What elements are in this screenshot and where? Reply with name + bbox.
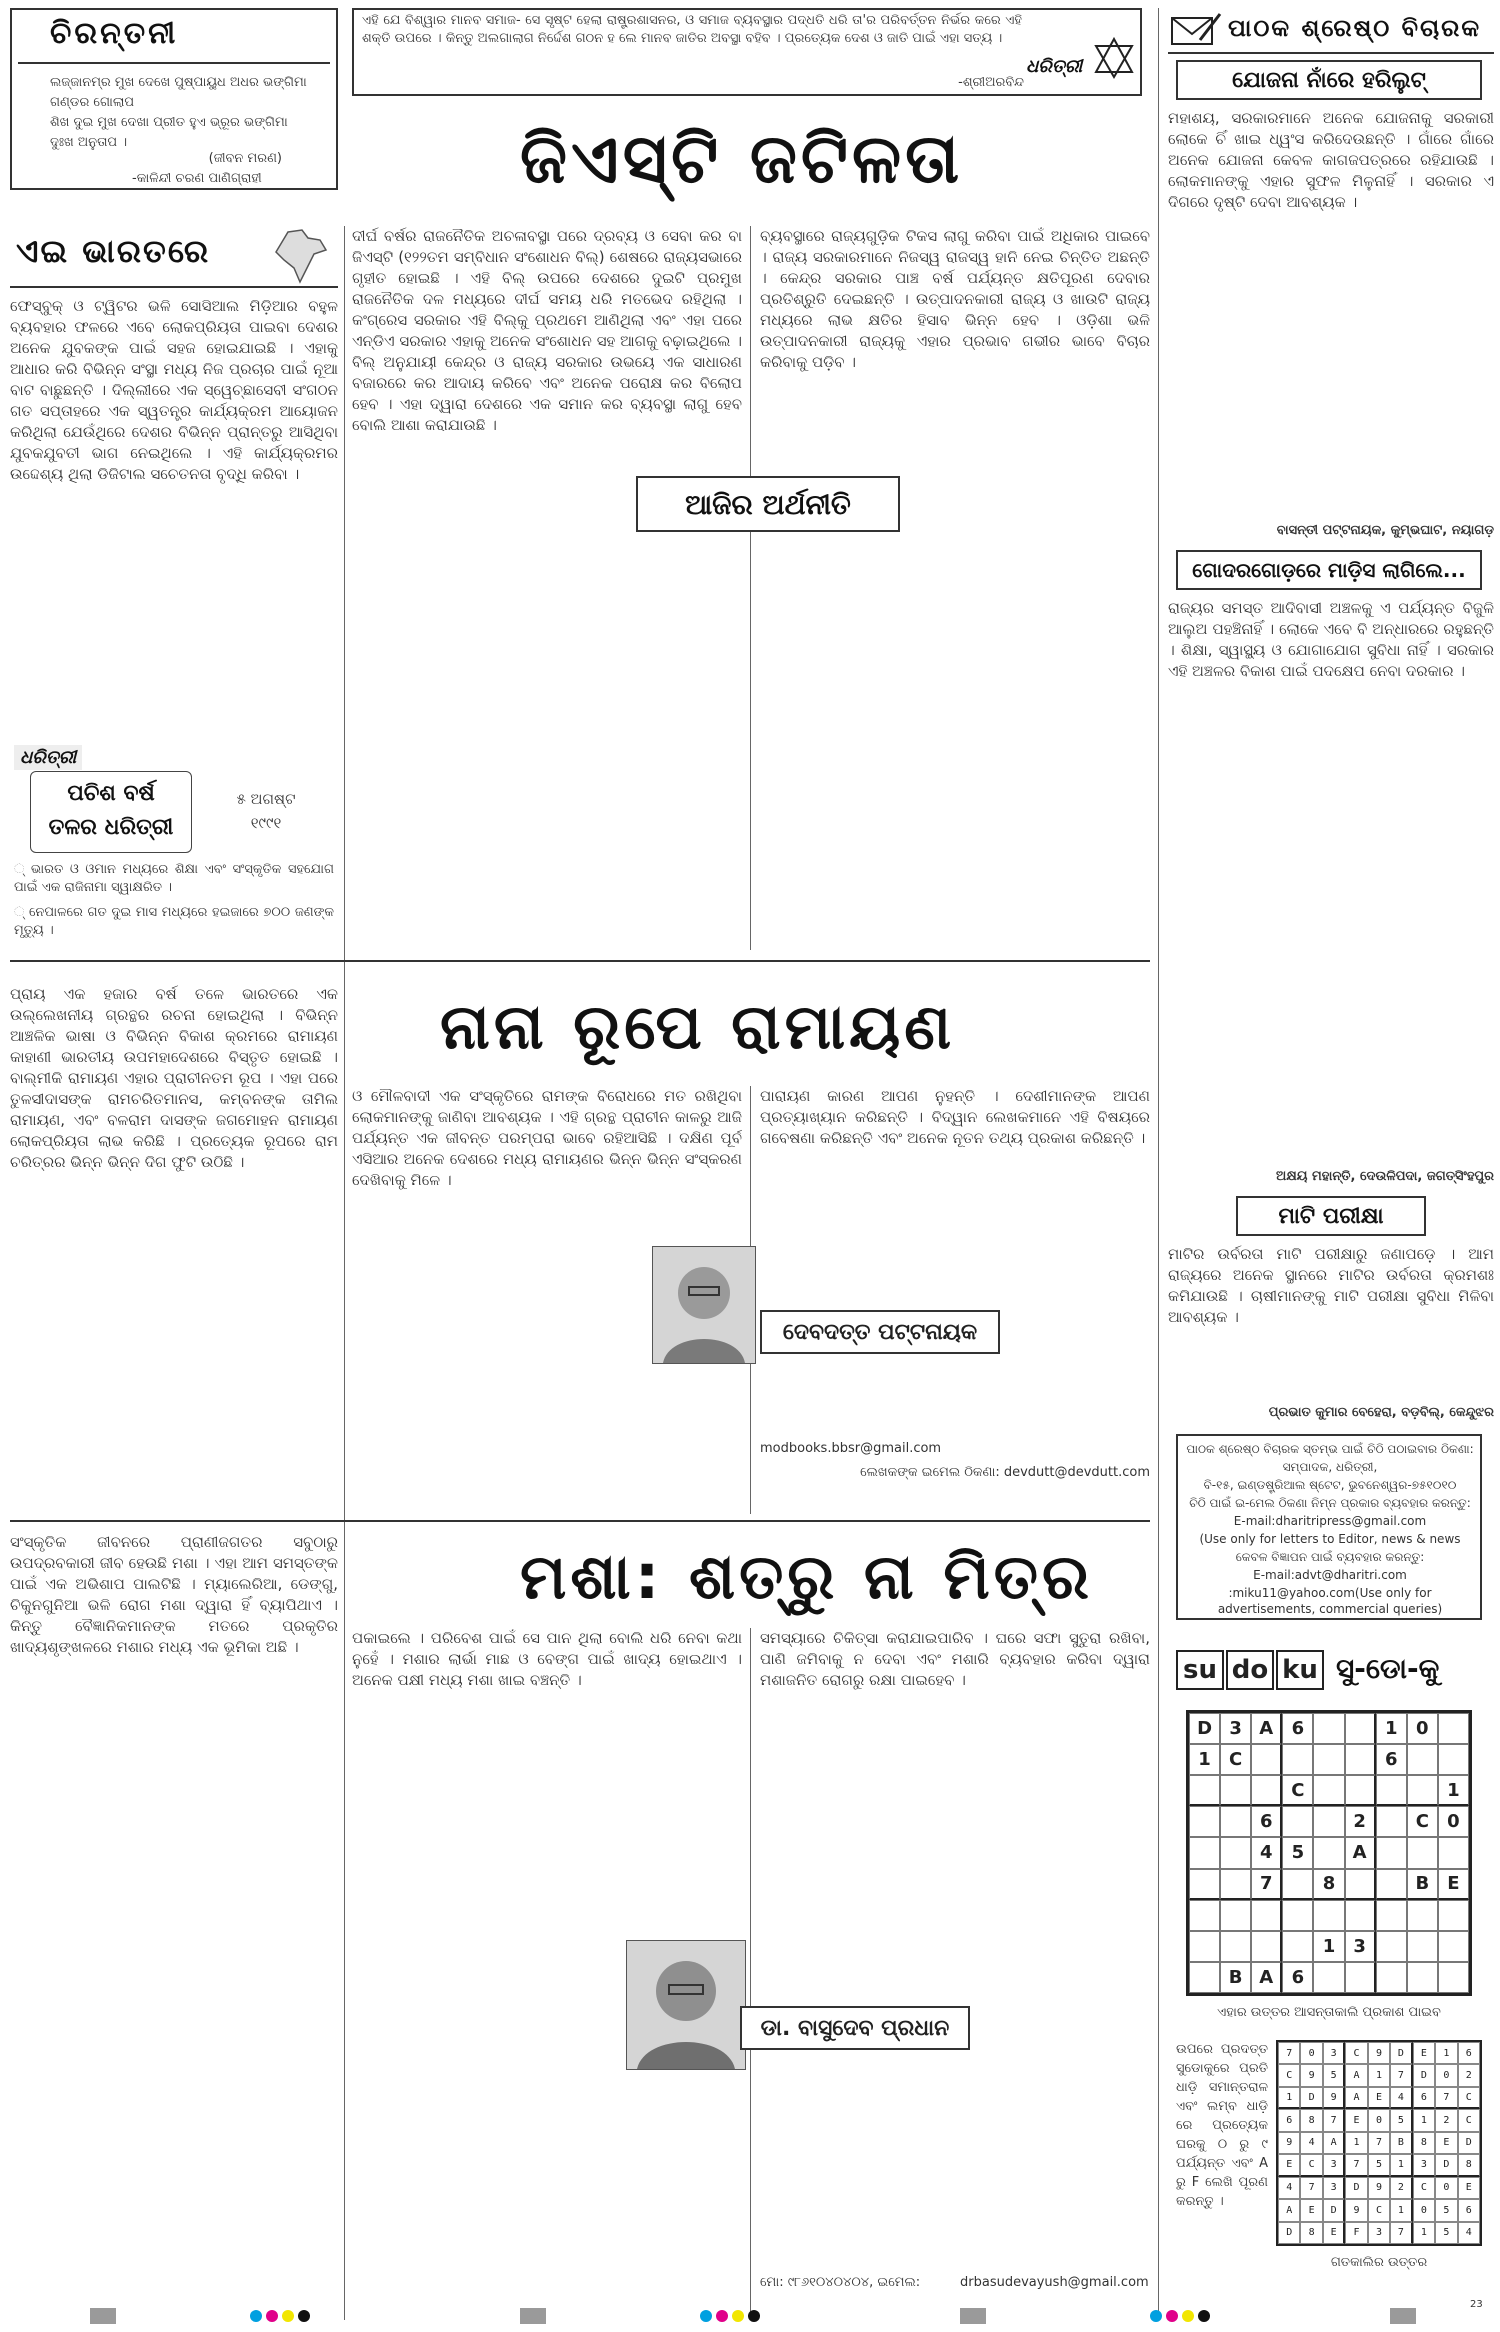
contact-box xyxy=(1176,1434,1482,1620)
registration-dot xyxy=(732,2310,744,2322)
registration-dot xyxy=(266,2310,278,2322)
sudoku-cell[interactable]: 6 xyxy=(1282,1713,1313,1744)
contact-line[interactable]: E-mail:advt@dharitri.com xyxy=(1253,1568,1407,1582)
sudoku-cell[interactable] xyxy=(1282,1744,1313,1775)
sudoku-cell[interactable] xyxy=(1313,1837,1344,1868)
registration-dot xyxy=(1150,2310,1162,2322)
sudoku-cell[interactable] xyxy=(1282,1931,1313,1962)
sudoku-prev-cell: 7 xyxy=(1435,2087,1457,2109)
sudoku-cell[interactable] xyxy=(1189,1869,1220,1900)
sudoku-cell[interactable] xyxy=(1313,1900,1344,1931)
sudoku-odia-title: ସୁ-ଡୋ-କୁ xyxy=(1336,1652,1440,1685)
sudoku-prev-cell: C xyxy=(1278,2064,1300,2086)
sudoku-prev-cell: C xyxy=(1368,2199,1390,2221)
envelope-pen-icon xyxy=(1170,12,1222,46)
sudoku-prev-cell: 6 xyxy=(1278,2109,1300,2131)
sudoku-prev-cell: 1 xyxy=(1278,2087,1300,2109)
sudoku-cell[interactable]: 2 xyxy=(1345,1806,1376,1837)
portrait-icon xyxy=(653,1247,755,1363)
portrait-icon xyxy=(627,1941,745,2069)
pachisha-date: ୫ ଅଗଷ୍ଟ xyxy=(236,790,296,808)
sudoku-prev-cell: 9 xyxy=(1323,2087,1345,2109)
contact-line: ସମ୍ପାଦକ, ଧରିତ୍ରୀ, xyxy=(1282,1460,1378,1474)
sudoku-cell[interactable]: 3 xyxy=(1220,1713,1251,1744)
left-rule xyxy=(344,226,345,2320)
sudoku-cell[interactable]: A xyxy=(1251,1713,1282,1744)
sudoku-prev-cell: 7 xyxy=(1368,2132,1390,2154)
sudoku-prev-cell: A xyxy=(1323,2132,1345,2154)
letter-signature: ବାସନ୍ତୀ ପଟ୍ଟନାୟକ, କୁମ୍ଭଘାଟ, ନୟାଗଡ଼ xyxy=(1276,523,1494,538)
letters-header xyxy=(1168,6,1494,54)
sudoku-prev-cell: E xyxy=(1323,2222,1345,2244)
ei-bharatare-title: ଏଇ ଭାରତରେ xyxy=(16,232,211,270)
letter-signature: ପ୍ରଭାତ କୁମାର ବେହେରା, ବଡ଼ବିଲ୍, କେନ୍ଦୁଝର xyxy=(1268,1405,1494,1420)
poem-line: ଗଣ୍ଡର ଗୋଲାପ xyxy=(50,95,135,110)
ramayana-author-name: ଦେବଦତ୍ତ ପଟ୍ଟନାୟକ xyxy=(760,1310,1000,1354)
sudoku-cell[interactable] xyxy=(1189,1931,1220,1962)
sudoku-prev-cell: 9 xyxy=(1345,2199,1367,2221)
sudoku-prev-cell: D xyxy=(1458,2132,1480,2154)
masha-headline: ମଶା: ଶତ୍ରୁ ନା ମିତ୍ର xyxy=(520,1540,1093,1613)
sudoku-cell[interactable] xyxy=(1251,1744,1282,1775)
letter-title-box xyxy=(1176,60,1482,100)
sudoku-prev-cell: C xyxy=(1458,2109,1480,2131)
sudoku-cell[interactable]: 1 xyxy=(1438,1775,1469,1806)
sudoku-prev-cell: D xyxy=(1435,2154,1457,2176)
sudoku-cell[interactable] xyxy=(1220,1806,1251,1837)
poem-line: ଲଜ୍ଜାନମ୍ର ମୁଖ ଦେଖେ ପୁଷ୍ପାୟୁଧ ଅଧର ଭଙ୍ଗିମା xyxy=(50,75,307,90)
letter-title-box xyxy=(1176,550,1482,590)
sudoku-cell[interactable] xyxy=(1407,1900,1438,1931)
sudoku-latin-do: do xyxy=(1226,1650,1274,1690)
quote-box xyxy=(352,8,1142,96)
sudoku-prev-cell: C xyxy=(1345,2042,1367,2064)
registration-dot xyxy=(1182,2310,1194,2322)
contact-line: ପାଠକ ଶ୍ରେଷ୍ଠ ବିଚାରକ ସ୍ତମ୍ଭ ପାଇଁ ଚିଠି ପଠାଇବାର ଠିକଣା: xyxy=(1186,1442,1474,1456)
sudoku-prev-cell: 8 xyxy=(1458,2154,1480,2176)
sudoku-cell[interactable] xyxy=(1282,1806,1313,1837)
sudoku-prev-cell: 1 xyxy=(1345,2132,1367,2154)
sudoku-cell[interactable] xyxy=(1313,1744,1344,1775)
contact-line: (Use only for letters to Editor, news & news xyxy=(1199,1532,1461,1546)
sudoku-prev-cell: 9 xyxy=(1368,2042,1390,2064)
pachisha-title-line2: ତଳର ଧରିତ୍ରୀ xyxy=(48,815,174,840)
sudoku-cell[interactable]: B xyxy=(1407,1869,1438,1900)
registration-dot xyxy=(716,2310,728,2322)
sudoku-prev-cell: 0 xyxy=(1300,2042,1322,2064)
pachisha-barsha-box xyxy=(10,745,338,895)
sudoku-cell[interactable] xyxy=(1313,1962,1344,1993)
sudoku-prev-cell: A xyxy=(1345,2064,1367,2086)
sudoku-prev-cell: B xyxy=(1390,2132,1412,2154)
sudoku-cell[interactable] xyxy=(1251,1931,1282,1962)
ramayana-col3: ପାରାୟଣ କାରଣ ଆପଣ ନୁହନ୍ତି । ଦେଶୀମାନଙ୍କ ଆପଣ ପ୍ରତ୍ୟାଖ୍ୟାନ କରିଛନ୍ତି । ବିଦ୍ୱାନ ଲେଖକମାନେ ଏହି ବିଷୟରେ ଗବେଷଣା କରିଛନ୍ତି ଏବଂ ଅନେକ ନୂତନ ତଥ୍ୟ ପ୍ରକାଶ କରିଛନ୍ତି । xyxy=(760,1087,1150,1147)
poem-title: ଚିରନ୍ତନୀ xyxy=(50,16,179,51)
sudoku-prev-cell: E xyxy=(1435,2132,1457,2154)
sudoku-cell[interactable] xyxy=(1220,1931,1251,1962)
sudoku-prev-cell: C xyxy=(1300,2154,1322,2176)
sudoku-cell[interactable]: C xyxy=(1220,1744,1251,1775)
sudoku-cell[interactable]: 5 xyxy=(1282,1837,1313,1868)
sudoku-cell[interactable]: 0 xyxy=(1407,1713,1438,1744)
ramayana-author-photo xyxy=(652,1246,756,1364)
sudoku-cell[interactable] xyxy=(1251,1900,1282,1931)
registration-dot xyxy=(748,2310,760,2322)
right-rule xyxy=(1158,8,1159,2320)
sudoku-prev-cell: 7 xyxy=(1278,2042,1300,2064)
sudoku-cell[interactable] xyxy=(1438,1837,1469,1868)
sudoku-prev-cell: 9 xyxy=(1368,2177,1390,2199)
dharitri-logo-text: ଧରିତ୍ରୀ xyxy=(1026,56,1083,77)
sudoku-prev-cell: 8 xyxy=(1413,2132,1435,2154)
pachisha-logo: ଧରିତ୍ରୀ xyxy=(14,745,82,770)
registration-dot xyxy=(298,2310,310,2322)
sudoku-cell[interactable] xyxy=(1407,1837,1438,1868)
sudoku-cell[interactable]: 6 xyxy=(1282,1962,1313,1993)
letter-signature: ଅକ୍ଷୟ ମହାନ୍ତି, ଦେଉଳିପଦା, ଜଗତ୍‌ସିଂହପୁର xyxy=(1276,1169,1494,1184)
sudoku-prev-label: ଗତକାଲିର ଉତ୍ତର xyxy=(1330,2255,1428,2270)
ramayana-col1: ପ୍ରାୟ ଏକ ହଜାର ବର୍ଷ ତଳେ ଭାରତରେ ଏକ ଉଲ୍ଲେଖନୀୟ ଗ୍ରନ୍ଥର ରଚନା ହୋଇଥିଲା । ବିଭିନ୍ନ ଆଞ୍ଚଳିକ ଭାଷା ଓ ବିଭିନ୍ନ ବିକାଶ କ୍ରମରେ ରାମାୟଣ କାହାଣୀ ଭାରତୀୟ ଉପମହାଦେଶରେ ବିସ୍ତୃତ ହୋଇଛି । ବାଲ୍ମୀକି ରାମାୟଣ ଏହାର ପ୍ରାଚୀନତମ ରୂପ । ଏହା ପରେ ତୁଳସୀଦାସଙ୍କ ରାମଚରିତମାନସ, କମ୍ବନଙ୍କ ତାମିଲ ରାମାୟଣ, ଏବଂ ବଳରାମ ଦାସଙ୍କ ଜଗମୋହନ ରାମାୟଣ ଲୋକପ୍ରିୟତା ଲାଭ କରିଛି । ପ୍ରତ୍ୟେକ ରୂପରେ ରାମ ଚରିତ୍ରର ଭିନ୍ନ ଭିନ୍ନ ଦିଗ ଫୁଟି ଉଠିଛି । xyxy=(10,985,338,1171)
sudoku-prev-cell: 1 xyxy=(1435,2042,1457,2064)
sudoku-cell[interactable] xyxy=(1313,1806,1344,1837)
masha-email: drbasudevayush@gmail.com xyxy=(960,2275,1149,2290)
sudoku-cell[interactable] xyxy=(1407,1775,1438,1806)
sudoku-prev-cell: D xyxy=(1300,2087,1322,2109)
letter-text: ମାଟିର ଉର୍ବରତା ମାଟି ପରୀକ୍ଷାରୁ ଜଣାପଡ଼େ । ଆମ ରାଜ୍ୟରେ ଅନେକ ସ୍ଥାନରେ ମାଟିର ଉର୍ବରତା କ୍ରମଶଃ କମିଯାଉଛି । ଚାଷୀମାନଙ୍କୁ ମାଟି ପରୀକ୍ଷା ସୁବିଧା ମିଳିବା ଆବଶ୍ୟକ । xyxy=(1168,1245,1494,1326)
registration-dot xyxy=(700,2310,712,2322)
sudoku-prev-cell: E xyxy=(1368,2087,1390,2109)
quote-author: -ଶ୍ରୀଅରବିନ୍ଦ xyxy=(958,75,1024,90)
sudoku-cell[interactable] xyxy=(1345,1869,1376,1900)
masha-col3: ସମସ୍ୟାରେ ଚିକିତ୍ସା କରାଯାଇପାରିବ । ଘରେ ସଫା ସୁତୁରା ରଖିବା, ପାଣି ଜମିବାକୁ ନ ଦେବା ଏବଂ ମଶାରି ବ୍ୟବହାର କରିବା ଦ୍ୱାରା ମଶାଜନିତ ରୋଗରୁ ରକ୍ଷା ପାଇହେବ । xyxy=(760,1629,1150,1689)
sudoku-cell[interactable] xyxy=(1407,1744,1438,1775)
sudoku-cell[interactable] xyxy=(1189,1806,1220,1837)
sudoku-prev-cell: D xyxy=(1278,2222,1300,2244)
registration-dot xyxy=(1166,2310,1178,2322)
sudoku-prev-cell: 1 xyxy=(1413,2222,1435,2244)
sudoku-cell[interactable]: 1 xyxy=(1189,1744,1220,1775)
india-map-icon xyxy=(268,228,332,284)
poem-source: (ଜୀବନ ମରଣ) xyxy=(208,151,282,166)
sudoku-cell[interactable] xyxy=(1345,1900,1376,1931)
pachisha-title-line1: ପଚିଶ ବର୍ଷ xyxy=(67,781,155,806)
sudoku-cell[interactable] xyxy=(1376,1806,1407,1837)
sudoku-cell[interactable]: 3 xyxy=(1345,1931,1376,1962)
sudoku-prev-cell: F xyxy=(1345,2222,1367,2244)
sudoku-cell[interactable] xyxy=(1345,1744,1376,1775)
sudoku-prev-cell: 0 xyxy=(1368,2109,1390,2131)
sudoku-cell[interactable]: 7 xyxy=(1251,1869,1282,1900)
ramayana-col2: ଓ ମୌଳବାଦୀ ଏକ ସଂସ୍କୃତିରେ ରାମଙ୍କ ବିରୋଧରେ ମତ ରଖିଥିବା ଲୋକମାନଙ୍କୁ ଜାଣିବା ଆବଶ୍ୟକ । ଏହି ଗ୍ରନ୍ଥ ପ୍ରାଚୀନ କାଳରୁ ଆଜି ପର୍ଯ୍ୟନ୍ତ ଏକ ଜୀବନ୍ତ ପରମ୍ପରା ଭାବେ ରହିଆସିଛି । ଦକ୍ଷିଣ ପୂର୍ବ ଏସିଆର ଅନେକ ଦେଶରେ ମଧ୍ୟ ରାମାୟଣର ଭିନ୍ନ ଭିନ୍ନ ସଂସ୍କରଣ ଦେଖିବାକୁ ମିଳେ । xyxy=(352,1087,742,1189)
masha-author-photo xyxy=(626,1940,746,2070)
quote-text: ଏହି ଯେ ବିଶ୍ୱାର ମାନବ ସମାଜ- ସେ ସୃଷ୍ଟ ହେଲା ରାଷ୍ଟ୍ରଶାସନର, ଓ ସମାଜ ବ୍ୟବସ୍ଥାର ପଦ୍ଧତି ଧରି ତା'ର ପରିବର୍ତ୍ତନ ନିର୍ଭର କରେ ଏହି ଶକ୍ତି ଉପରେ । କିନ୍ତୁ ଅଲଗାଲାଗ ନିର୍ଦ୍ଦେଶ ଗଠନ ହ ଲେ ମାନବ ଜାତିର ଅବସ୍ଥା ବହିବ । ପ୍ରତ୍ୟେକ ଦେଶ ଓ ଜାତି ପାଇଁ ଏହା ସତ୍ୟ । xyxy=(362,13,1022,46)
poem-author: -କାଳିନ୍ଦୀ ଚରଣ ପାଣିଗ୍ରାହୀ xyxy=(132,171,262,186)
sudoku-cell[interactable] xyxy=(1376,1900,1407,1931)
sudoku-cell[interactable] xyxy=(1345,1713,1376,1744)
registration-dot xyxy=(1198,2310,1210,2322)
sudoku-cell[interactable]: A xyxy=(1345,1837,1376,1868)
registration-dot xyxy=(282,2310,294,2322)
sudoku-prev-cell: 4 xyxy=(1278,2177,1300,2199)
sudoku-grid xyxy=(1186,1710,1472,1996)
sudoku-cell[interactable] xyxy=(1376,1775,1407,1806)
ajira-arthaniti-label: ଆଜିର ଅର୍ଥନୀତି xyxy=(685,488,851,521)
gst-article-col2: ବ୍ୟବସ୍ଥାରେ ରାଜ୍ୟଗୁଡ଼ିକ ଟିକସ ଲାଗୁ କରିବା ପାଇଁ ଅଧିକାର ପାଇବେ । ରାଜ୍ୟ ସରକାରମାନେ ନିଜସ୍ୱ ରାଜସ୍ୱ ହାନି ନେଇ ଚିନ୍ତିତ ଅଛନ୍ତି । କେନ୍ଦ୍ର ସରକାର ପାଞ୍ଚ ବର୍ଷ ପର୍ଯ୍ୟନ୍ତ କ୍ଷତିପୂରଣ ଦେବାର ପ୍ରତିଶ୍ରୁତି ଦେଇଛନ୍ତି । ଉତ୍ପାଦନକାରୀ ରାଜ୍ୟ ଓ ଖାଉଟି ରାଜ୍ୟ ମଧ୍ୟରେ ଲାଭ କ୍ଷତିର ହିସାବ ଭିନ୍ନ ହେବ । ଓଡ଼ିଶା ଭଳି ଉତ୍ପାଦନକାରୀ ରାଜ୍ୟକୁ ଏହାର ପ୍ରଭାବ ଗଭୀର ଭାବେ ବିଚାର କରିବାକୁ ପଡ଼ିବ । xyxy=(760,227,1150,371)
sudoku-cell[interactable] xyxy=(1376,1962,1407,1993)
sudoku-cell[interactable]: D xyxy=(1189,1713,1220,1744)
sudoku-cell[interactable]: B xyxy=(1220,1962,1251,1993)
poem-box xyxy=(10,8,338,190)
registration-gray-square xyxy=(90,2308,116,2324)
sudoku-cell[interactable] xyxy=(1438,1900,1469,1931)
sudoku-cell[interactable]: 8 xyxy=(1313,1869,1344,1900)
sudoku-prev-cell: 7 xyxy=(1390,2222,1412,2244)
masha-col2: ପକାଇଲେ । ପରିବେଶ ପାଇଁ ସେ ପାନ ଥିଲା ବୋଲି ଧରି ନେବା କଥା ନୁହେଁ । ମଶାର ଲାର୍ଭା ମାଛ ଓ ବେଙ୍ଗ ପାଇଁ ଖାଦ୍ୟ ହୋଇଥାଏ । ଅନେକ ପକ୍ଷୀ ମଧ୍ୟ ମଶା ଖାଇ ବଞ୍ଚନ୍ତି । xyxy=(352,1629,742,1689)
sudoku-prev-cell: 9 xyxy=(1300,2064,1322,2086)
sudoku-cell[interactable] xyxy=(1313,1713,1344,1744)
sudoku-prev-cell: 1 xyxy=(1413,2109,1435,2131)
registration-gray-square xyxy=(520,2308,546,2324)
sudoku-prev-cell: 1 xyxy=(1390,2199,1412,2221)
sudoku-cell[interactable] xyxy=(1189,1775,1220,1806)
sudoku-prev-cell: 7 xyxy=(1323,2109,1345,2131)
sudoku-cell[interactable]: 6 xyxy=(1251,1806,1282,1837)
sudoku-cell[interactable] xyxy=(1220,1869,1251,1900)
sudoku-cell[interactable] xyxy=(1438,1962,1469,1993)
sudoku-instructions: ଉପରେ ପ୍ରଦତ୍ତ ସୁଡୋକୁରେ ପ୍ରତି ଧାଡ଼ି ସମାନ୍ତରାଳ ଏବଂ ଲମ୍ବ ଧାଡ଼ି ରେ ପ୍ରତ୍ୟେକ ଘରକୁ ୦ ରୁ ୯ ପର୍ଯ୍ୟନ୍ତ ଏବଂ A ରୁ F ଲେଖି ପୂରଣ କରନ୍ତୁ । xyxy=(1176,2042,1268,2209)
sudoku-prev-cell: 9 xyxy=(1278,2132,1300,2154)
sudoku-prev-cell: 5 xyxy=(1435,2199,1457,2221)
letter-title-box xyxy=(1236,1196,1426,1236)
sudoku-prev-cell: 0 xyxy=(1413,2199,1435,2221)
letter-title: ଯୋଜନା ନାଁରେ ହରିଲୁଟ୍ xyxy=(1232,68,1426,93)
contact-line: advertisements, commercial queries) xyxy=(1217,1602,1443,1616)
sudoku-cell[interactable]: 1 xyxy=(1313,1931,1344,1962)
sudoku-prev-cell: 2 xyxy=(1435,2109,1457,2131)
sudoku-prev-cell: C xyxy=(1413,2177,1435,2199)
sudoku-cell[interactable] xyxy=(1438,1713,1469,1744)
sudoku-prev-cell: A xyxy=(1278,2199,1300,2221)
sudoku-prev-cell: 2 xyxy=(1458,2064,1480,2086)
sudoku-prev-cell: E xyxy=(1413,2042,1435,2064)
sudoku-prev-cell: 4 xyxy=(1300,2132,1322,2154)
sudoku-prev-cell: 3 xyxy=(1323,2177,1345,2199)
sudoku-prev-cell: 5 xyxy=(1390,2109,1412,2131)
ramayana-headline: ନାନା ରୂପେ ରାମାୟଣ xyxy=(440,990,956,1063)
star-logo-icon xyxy=(1092,36,1136,80)
sudoku-prev-cell: 5 xyxy=(1368,2154,1390,2176)
sudoku-prev-cell: 7 xyxy=(1390,2064,1412,2086)
sudoku-prev-cell: 4 xyxy=(1458,2222,1480,2244)
sudoku-prev-cell: E xyxy=(1278,2154,1300,2176)
ramayana-email: modbooks.bbsr@gmail.com xyxy=(760,1441,942,1456)
gst-col-divider xyxy=(750,226,751,950)
sudoku-cell[interactable]: A xyxy=(1251,1962,1282,1993)
sudoku-cell[interactable] xyxy=(1251,1775,1282,1806)
sudoku-prev-cell: 2 xyxy=(1390,2177,1412,2199)
contact-line: ବି-୧୫, ଇଣ୍ଡଷ୍ଟ୍ରିଆଲ ଷ୍ଟେଟ, ଭୁବନେଶ୍ୱର-୭୫୧୦୧୦ xyxy=(1203,1478,1457,1492)
sudoku-prev-cell: 1 xyxy=(1368,2064,1390,2086)
sudoku-cell[interactable] xyxy=(1438,1744,1469,1775)
registration-gray-square xyxy=(960,2308,986,2324)
sudoku-prev-cell: D xyxy=(1323,2199,1345,2221)
sudoku-prev-cell: E xyxy=(1345,2109,1367,2131)
sudoku-prev-cell: E xyxy=(1458,2177,1480,2199)
sudoku-cell[interactable] xyxy=(1189,1900,1220,1931)
sudoku-cell[interactable] xyxy=(1313,1775,1344,1806)
sudoku-title xyxy=(1176,1650,1482,1694)
sudoku-cell[interactable] xyxy=(1282,1900,1313,1931)
ei-bharatare-text: ଫେସ୍‌ବୁକ୍ ଓ ଟ୍ୱିଟର ଭଳି ସୋସିଆଲ ମିଡ଼ିଆର ବହୁଳ ବ୍ୟବହାର ଫଳରେ ଏବେ ଲୋକପ୍ରିୟତା ପାଇବା ଦେଶର ଅନେକ ଯୁବକଙ୍କ ପାଇଁ ସହଜ ହୋଇଯାଇଛି । ଏହାକୁ ଆଧାର କରି ବିଭିନ୍ନ ସଂସ୍ଥା ମଧ୍ୟ ନିଜ ପ୍ରଚାର ପାଇଁ ନୂଆ ବାଟ ବାଛୁଛନ୍ତି । ଦିଲ୍ଲୀରେ ଏକ ସ୍ୱେଚ୍ଛାସେବୀ ସଂଗଠନ ଗତ ସପ୍ତାହରେ ଏକ ସ୍ୱତନ୍ତ୍ର କାର୍ଯ୍ୟକ୍ରମ ଆୟୋଜନ କରିଥିଲା ଯେଉଁଥିରେ ଦେଶର ବିଭିନ୍ନ ପ୍ରାନ୍ତରୁ ଆସିଥିବା ଯୁବକଯୁବତୀ ଭାଗ ନେଇଥିଲେ । ଏହି କାର୍ଯ୍ୟକ୍ରମର ଉଦ୍ଦେଶ୍ୟ ଥିଲା ଡିଜିଟାଲ ସଚେତନତା ବୃଦ୍ଧି କରିବା । xyxy=(10,297,338,483)
letter-text: ରାଜ୍ୟର ସମସ୍ତ ଆଦିବାସୀ ଅଞ୍ଚଳକୁ ଏ ପର୍ଯ୍ୟନ୍ତ ବିଜୁଳି ଆଲୁଅ ପହଞ୍ଚିନାହିଁ । ଲୋକେ ଏବେ ବି ଅନ୍ଧାରରେ ରହୁଛନ୍ତି । ଶିକ୍ଷା, ସ୍ୱାସ୍ଥ୍ୟ ଓ ଯୋଗାଯୋଗ ସୁବିଧା ନାହିଁ । ସରକାର ଏହି ଅଞ୍ଚଳର ବିକାଶ ପାଇଁ ପଦକ୍ଷେପ ନେବା ଦରକାର । xyxy=(1168,599,1494,680)
contact-line: କେବଳ ବିଜ୍ଞାପନ ପାଇଁ ବ୍ୟବହାର କରନ୍ତୁ: xyxy=(1235,1550,1425,1564)
sudoku-prev-cell: D xyxy=(1390,2042,1412,2064)
sudoku-prev-cell: D xyxy=(1345,2177,1367,2199)
sudoku-prev-cell: 3 xyxy=(1368,2222,1390,2244)
ramayana-footer-email: ଲେଖକଙ୍କ ଇମେଲ ଠିକଣା: devdutt@devdutt.com xyxy=(860,1465,1150,1480)
poem-line: ଶିଖ ଦୁଇ ମୁଖ ଦେଖା ପ୍ରୀତ ହୁଏ ଭ୍ରୂର ଭଙ୍ଗିମା xyxy=(50,115,288,130)
sudoku-cell[interactable] xyxy=(1345,1962,1376,1993)
sudoku-prev-cell: 0 xyxy=(1435,2177,1457,2199)
sudoku-prev-cell: 6 xyxy=(1458,2199,1480,2221)
sudoku-prev-cell: 6 xyxy=(1458,2042,1480,2064)
sudoku-cell[interactable] xyxy=(1345,1775,1376,1806)
pachisha-year: ୧୯୯୧ xyxy=(250,814,282,832)
sudoku-cell[interactable] xyxy=(1220,1900,1251,1931)
sudoku-prev-grid xyxy=(1276,2040,1482,2246)
sudoku-cell[interactable] xyxy=(1407,1931,1438,1962)
sudoku-prev-cell: 7 xyxy=(1345,2154,1367,2176)
page-number: 23 xyxy=(1470,2299,1483,2310)
sudoku-cell[interactable]: 1 xyxy=(1376,1713,1407,1744)
ajira-arthaniti-box xyxy=(636,476,900,532)
letter-text: ମହାଶୟ, ସରକାରମାନେ ଅନେକ ଯୋଜନାକୁ ସରକାରୀ ଲୋକେ ଚିଁ ଖାଇ ଧ୍ୱଂସ କରିଦେଉଛନ୍ତି । ଗାଁରେ ଗାଁରେ ଅନେକ ଯୋଜନା କେବଳ କାଗଜପତ୍ରରେ ରହିଯାଉଛି । ଲୋକମାନଙ୍କୁ ଏହାର ସୁଫଳ ମିଳୁନାହିଁ । ସରକାର ଏ ଦିଗରେ ଦୃଷ୍ଟି ଦେବା ଆବଶ୍ୟକ । xyxy=(1168,109,1494,211)
sudoku-prev-cell: A xyxy=(1345,2087,1367,2109)
sudoku-prev-cell: E xyxy=(1300,2199,1322,2221)
contact-line: ଚିଠି ପାଇଁ ଇ-ମେଲ ଠିକଣା ନିମ୍ନ ପ୍ରକାର ବ୍ୟବହାର କରନ୍ତୁ: xyxy=(1189,1496,1471,1510)
sudoku-prev-cell: D xyxy=(1413,2064,1435,2086)
sudoku-prev-cell: 5 xyxy=(1435,2222,1457,2244)
sudoku-cell[interactable] xyxy=(1438,1931,1469,1962)
section-divider xyxy=(10,960,1150,962)
sudoku-prev-cell: 7 xyxy=(1300,2177,1322,2199)
masha-col1: ସଂସ୍କୃତିକ ଜୀବନରେ ପ୍ରାଣୀଜଗତର ସବୁଠାରୁ ଉପଦ୍ରବକାରୀ ଜୀବ ହେଉଛି ମଶା । ଏହା ଆମ ସମସ୍ତଙ୍କ ପାଇଁ ଏକ ଅଭିଶାପ ପାଲଟିଛି । ମ୍ୟାଲେରିଆ, ଡେଙ୍ଗୁ, ଚିକୁନଗୁନିଆ ଭଳି ରୋଗ ମଶା ଦ୍ୱାରା ହିଁ ବ୍ୟାପିଥାଏ । କିନ୍ତୁ ବୈଜ୍ଞାନିକମାନଙ୍କ ମତରେ ପ୍ରକୃତିର ଖାଦ୍ୟଶୃଙ୍ଖଳରେ ମଶାର ମଧ୍ୟ ଏକ ଭୂମିକା ଅଛି । xyxy=(10,1533,338,1656)
sudoku-prev-cell: 6 xyxy=(1413,2087,1435,2109)
ei-bharatare-banner xyxy=(10,226,338,288)
sudoku-prev-cell: 4 xyxy=(1390,2087,1412,2109)
contact-line[interactable]: :miku11@yahoo.com(Use only for xyxy=(1228,1586,1432,1600)
sudoku-cell[interactable]: C xyxy=(1407,1806,1438,1837)
sudoku-prev-cell: 3 xyxy=(1413,2154,1435,2176)
masha-col-divider xyxy=(750,1628,751,2312)
sudoku-cell[interactable]: 0 xyxy=(1438,1806,1469,1837)
sudoku-prev-cell: 3 xyxy=(1323,2042,1345,2064)
sudoku-answer-note: ଏହାର ଉତ୍ତର ଆସନ୍ତାକାଲି ପ୍ରକାଶ ପାଇବ xyxy=(1217,2005,1441,2020)
sudoku-prev-cell: C xyxy=(1458,2087,1480,2109)
sudoku-cell[interactable] xyxy=(1376,1869,1407,1900)
sudoku-cell[interactable] xyxy=(1376,1837,1407,1868)
sudoku-prev-cell: 8 xyxy=(1300,2222,1322,2244)
sudoku-prev-cell: 8 xyxy=(1300,2109,1322,2131)
sudoku-cell[interactable] xyxy=(1282,1869,1313,1900)
sudoku-prev-cell: 0 xyxy=(1435,2064,1457,2086)
sudoku-cell[interactable] xyxy=(1376,1931,1407,1962)
registration-gray-square xyxy=(1390,2308,1416,2324)
poem-title-rule xyxy=(18,62,330,64)
gst-article-col1: ଦୀର୍ଘ ବର୍ଷର ରାଜନୈତିକ ଅଚଳାବସ୍ଥା ପରେ ଦ୍ରବ୍ୟ ଓ ସେବା କର ବା ଜିଏସ୍‌ଟି (୧୨୨ତମ ସମ୍ବିଧାନ ସଂଶୋଧନ ବିଲ୍) ଶେଷରେ ରାଜ୍ୟସଭାରେ ଗୃହୀତ ହୋଇଛି । ଏହି ବିଲ୍ ଉପରେ ଦେଶରେ ଦୁଇଟି ପ୍ରମୁଖ ରାଜନୈତିକ ଦଳ ମଧ୍ୟରେ ଦୀର୍ଘ ସମୟ ଧରି ମତଭେଦ ରହିଥିଲା । କଂଗ୍ରେସ ସରକାର ଏହି ବିଲ୍‌କୁ ପ୍ରଥମେ ଆଣିଥିଲା ଏବଂ ଏହା ପରେ ଏନ୍‌ଡିଏ ସରକାର ଏହାକୁ ଅନେକ ସଂଶୋଧନ ସହ ଆଗକୁ ବଢ଼ାଇଥିଲେ । ବିଲ୍ ଅନୁଯାୟୀ କେନ୍ଦ୍ର ଓ ରାଜ୍ୟ ସରକାର ଉଭୟେ ଏକ ସାଧାରଣ ବଜାରରେ କର ଆଦାୟ କରିବେ ଏବଂ ଅନେକ ପରୋକ୍ଷ କର ବିଲୋପ ହେବ । ଏହା ଦ୍ୱାରା ଦେଶରେ ଏକ ସମାନ କର ବ୍ୟବସ୍ଥା ଲାଗୁ ହେବ ବୋଲି ଆଶା କରାଯାଉଛି । xyxy=(352,227,742,434)
sudoku-prev-cell: 3 xyxy=(1323,2154,1345,2176)
masha-phone: ମୋ: ୯୮୬୧୦୪୦୪୦୪, ଇମେଲ: xyxy=(760,2275,921,2290)
sudoku-cell[interactable] xyxy=(1189,1837,1220,1868)
section-divider xyxy=(10,1520,1150,1522)
sudoku-latin-ku: ku xyxy=(1276,1650,1324,1690)
sudoku-cell[interactable]: 4 xyxy=(1251,1837,1282,1868)
pachisha-item: ୍ ନେପାଳରେ ଗତ ଦୁଇ ମାସ ମଧ୍ୟରେ ହଇଜାରେ ୭୦୦ ଜଣଙ୍କ ମୃତ୍ୟୁ । xyxy=(14,905,334,938)
registration-marks xyxy=(0,2300,1500,2332)
sudoku-cell[interactable]: 6 xyxy=(1376,1744,1407,1775)
contact-line[interactable]: E-mail:dharitripress@gmail.com xyxy=(1233,1514,1427,1528)
sudoku-cell[interactable]: C xyxy=(1282,1775,1313,1806)
sudoku-cell[interactable] xyxy=(1189,1962,1220,1993)
sudoku-cell[interactable] xyxy=(1220,1837,1251,1868)
sudoku-latin-su: su xyxy=(1176,1650,1224,1690)
sudoku-cell[interactable] xyxy=(1407,1962,1438,1993)
letter-title: ଗୋଦରଗୋଡ଼ରେ ମାଡ଼ିସ ଲାଗିଲେ... xyxy=(1192,558,1466,582)
sudoku-prev-cell: 1 xyxy=(1390,2154,1412,2176)
letters-header-title: ପାଠକ ଶ୍ରେଷ୍ଠ ବିଚାରକ xyxy=(1228,14,1482,42)
pachisha-item: ୍ ଭାରତ ଓ ଓମାନ ମଧ୍ୟରେ ଶିକ୍ଷା ଏବଂ ସଂସ୍କୃତିକ ସହଯୋଗ ପାଇଁ ଏକ ରାଜିନାମା ସ୍ୱାକ୍ଷରିତ । xyxy=(14,862,334,895)
gst-article-col2-cont xyxy=(910,484,1150,950)
gst-headline: ଜିଏସ୍‌ଟି ଜଟିଳତା xyxy=(520,120,964,199)
registration-dot xyxy=(250,2310,262,2322)
sudoku-cell[interactable]: E xyxy=(1438,1869,1469,1900)
masha-author-name: ଡା. ବାସୁଦେବ ପ୍ରଧାନ xyxy=(740,2006,970,2050)
sudoku-prev-cell: 5 xyxy=(1323,2064,1345,2086)
letter-title: ମାଟି ପରୀକ୍ଷା xyxy=(1278,1204,1384,1229)
sudoku-cell[interactable] xyxy=(1220,1775,1251,1806)
poem-line: ଦୁଃଖ ଅନୁତାପ । xyxy=(50,135,128,150)
